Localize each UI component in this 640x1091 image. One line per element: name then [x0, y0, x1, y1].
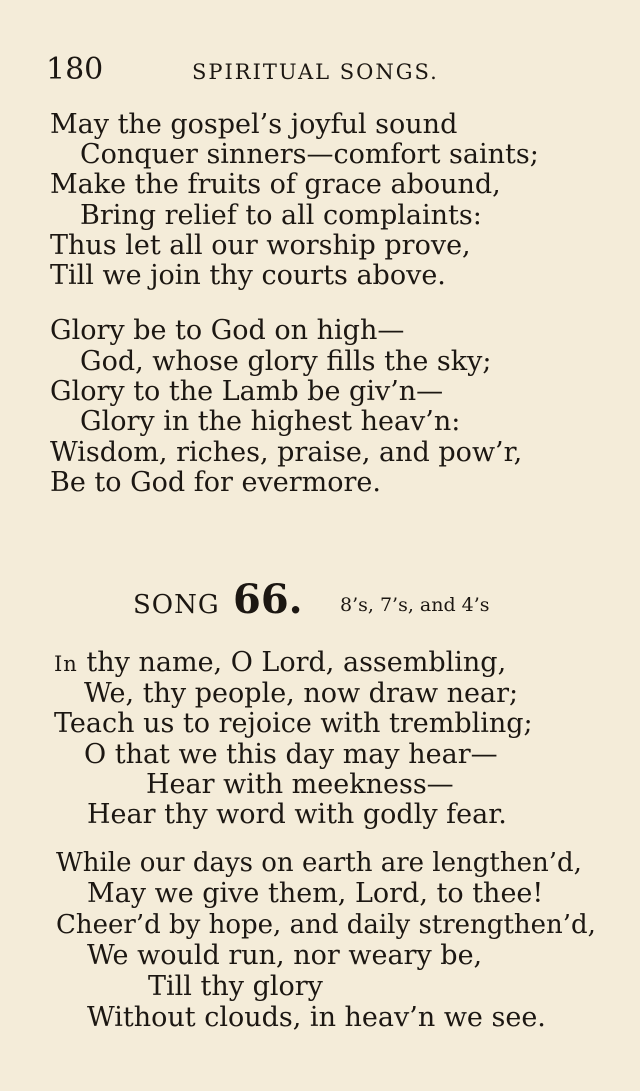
verse-line: Hear with meekness— [146, 769, 454, 800]
verse-line: We would run, nor weary be, [87, 940, 483, 971]
verse-line: Cheer’d by hope, and daily strengthen’d, [56, 910, 596, 940]
page-header [46, 52, 606, 88]
song-label: SONG [133, 590, 220, 620]
drop-word: In [54, 652, 78, 676]
song-meter: 8’s, 7’s, and 4’s [340, 594, 490, 616]
verse-line: May we give them, Lord, to thee! [87, 878, 544, 909]
verse-line: Wisdom, riches, praise, and pow’r, [50, 437, 523, 468]
verse-line: Glory in the highest heav’n: [80, 406, 461, 437]
song-heading [0, 576, 640, 626]
running-head: SPIRITUAL SONGS. [192, 60, 439, 84]
verse-line: Glory be to God on high— [50, 315, 405, 346]
page-number: 180 [46, 52, 104, 87]
verse-line: Hear thy word with godly fear. [87, 799, 507, 830]
verse-line: While our days on earth are lengthen’d, [56, 848, 582, 878]
verse-line: Till thy glory [148, 971, 323, 1002]
verse-line: We, thy people, now draw near; [84, 678, 519, 709]
verse-line: Teach us to rejoice with trembling; [54, 708, 533, 739]
verse-line: Bring relief to all complaints: [80, 200, 482, 231]
verse-line: Glory to the Lamb be giv’n— [50, 376, 444, 407]
first-line-rest: thy name, O Lord, assembling, [77, 647, 507, 678]
verse-line-first [54, 648, 506, 679]
song-number: 66. [233, 576, 303, 623]
verse-line: Without clouds, in heav’n we see. [87, 1002, 546, 1033]
verse-line: Thus let all our worship prove, [50, 230, 471, 261]
verse-line: Make the fruits of grace abound, [50, 169, 501, 200]
verse-line: Be to God for evermore. [50, 467, 381, 498]
verse-line: Conquer sinners—comfort saints; [80, 139, 539, 170]
verse-line: May the gospel’s joyful sound [50, 109, 458, 140]
verse-line: O that we this day may hear— [84, 739, 498, 770]
verse-line: Till we join thy courts above. [50, 260, 446, 291]
verse-line: God, whose glory fills the sky; [80, 346, 492, 377]
